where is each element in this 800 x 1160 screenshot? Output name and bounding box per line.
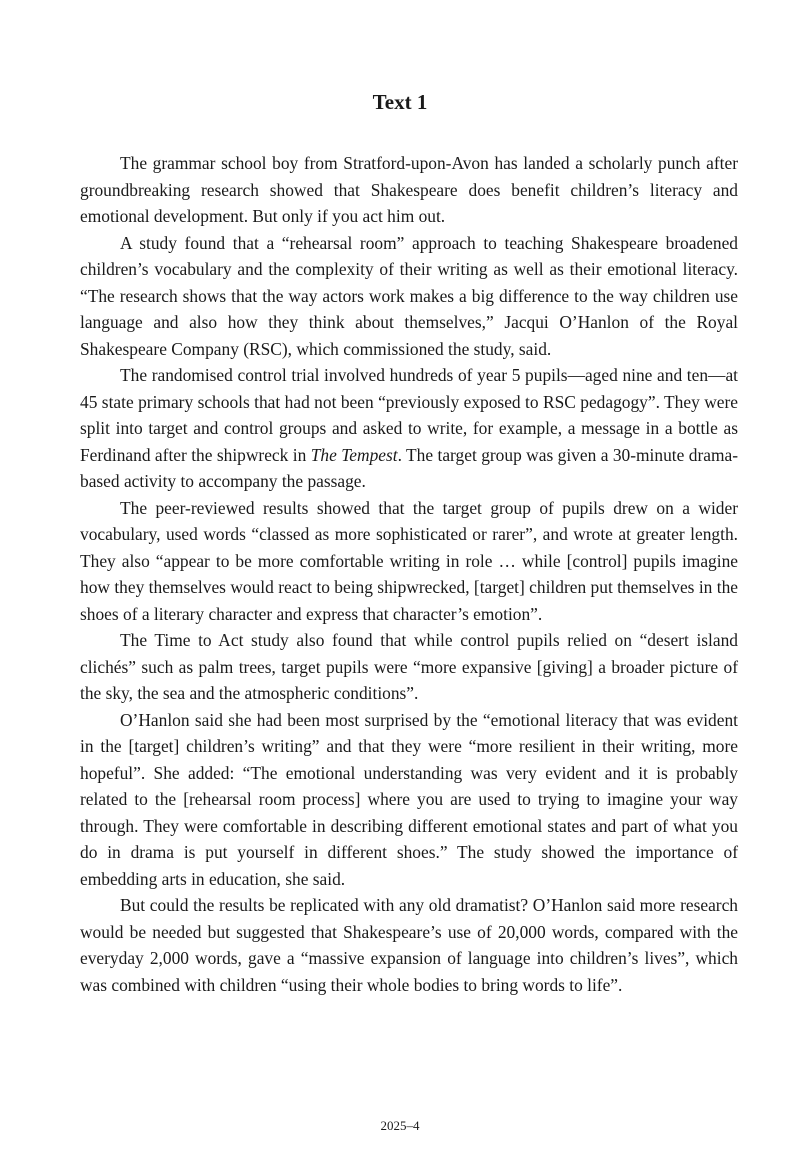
paragraph-text: The randomised control trial involved hundreds of year 5 pupils—aged nine and ten—at 45 state primary schools that had not been “previously exposed to RSC pedagogy”. They were split into target and control groups and asked to write, for example, a message in a bottle as Ferdinand after the shipwreck in xyxy=(80,365,738,465)
paragraph: The Time to Act study also found that while control pupils relied on “desert island clichés” such as palm trees, target pupils were “more expansive [giving] a broader picture of the sky, the sea and the atmospheric conditions”. xyxy=(80,630,738,703)
paragraph: A study found that a “rehearsal room” approach to teaching Shakespeare broadened children’s vocabulary and the complexity of their writing as well as their emotional literacy. “The research shows that the way actors work makes a big difference to the way children use language and also how they think about themselves,” Jacqui O’Hanlon of the Royal Shakespeare Company (RSC), which commissioned the study, said. xyxy=(80,232,738,359)
paragraph-text: . The target group was given a 30-minute drama-based activity to accompany the passage. xyxy=(80,444,738,491)
page-title: Text 1 xyxy=(372,90,428,114)
play-title: The Tempest xyxy=(310,444,398,465)
paragraph xyxy=(80,362,738,495)
paragraph: The grammar school boy from Stratford-upon-Avon has landed a scholarly punch after groundbreaking research showed that Shakespeare does benefit children’s literacy and emotional development. But only if you act him out. xyxy=(80,153,738,226)
page-footer: 2025–4 xyxy=(380,1118,420,1133)
paragraph: O’Hanlon said she had been most surprised by the “emotional literacy that was evident in the [target] children’s writing” and that they were “more resilient in their writing, more hopeful”. She added: “The emotional understanding was very evident and it is probably related to the [rehearsal room process] where you are used to trying to imagine your way through. They were comfortable in describing different emotional states and part of what you do in drama is put yourself in different shoes.” The study showed the importance of embedding arts in education, she said. xyxy=(80,709,738,889)
paragraph: The peer-reviewed results showed that the target group of pupils drew on a wider vocabulary, used words “classed as more sophisticated or rarer”, and wrote at greater length. They also “appear to be more comfortable writing in role … while [control] pupils imagine how they themselves would react to being shipwrecked, [target] children put themselves in the shoes of a literary character and express that character’s emotion”. xyxy=(80,497,738,624)
paragraph: But could the results be replicated with any old dramatist? O’Hanlon said more research would be needed but suggested that Shakespeare’s use of 20,000 words, compared with the everyday 2,000 words, gave a “massive expansion of language into children’s lives”, which was combined with children “using their whole bodies to bring words to life”. xyxy=(80,895,738,995)
article-body xyxy=(80,150,738,998)
